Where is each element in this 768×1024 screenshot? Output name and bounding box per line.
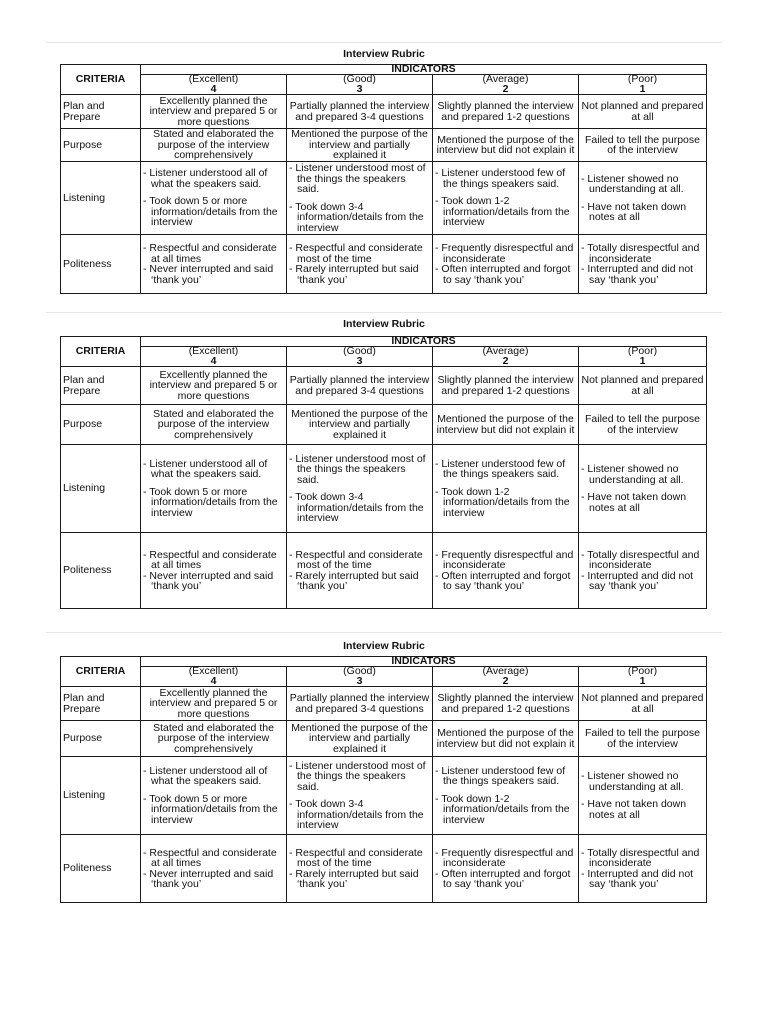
- indicator-cell: Stated and elaborated the purpose of the interview comprehensively: [141, 405, 287, 445]
- indicator-cell: [433, 235, 579, 294]
- criterion-row: [61, 721, 707, 757]
- rubric-title: Interview Rubric: [343, 48, 425, 60]
- indicator-item: - Listener understood all of what the speakers said.: [143, 167, 268, 190]
- indicator-item: - Respectful and considerate most of the time: [289, 242, 423, 265]
- level-label: (Average): [482, 345, 529, 357]
- indicator-cell: [433, 757, 579, 835]
- criteria-header: CRITERIA: [61, 65, 141, 95]
- indicator-cell: Not planned and prepared at all: [579, 687, 707, 721]
- rubric-table: [60, 64, 707, 294]
- criterion-row: [61, 757, 707, 835]
- header-row: [61, 65, 707, 75]
- indicator-item: - Took down 1-2 information/details from the interview: [435, 195, 570, 229]
- indicator-cell: [579, 533, 707, 609]
- indicator-cell: [287, 445, 433, 533]
- indicator-item: - Have not taken down notes at all: [581, 798, 687, 821]
- indicator-item: - Listener understood most of the things the speakers said.: [289, 452, 426, 486]
- criterion-row: [61, 129, 707, 162]
- rubric-table: [60, 656, 707, 903]
- indicator-cell: [433, 835, 579, 903]
- indicator-cell: [579, 235, 707, 294]
- indicator-item: - Respectful and considerate most of the time: [289, 846, 423, 869]
- indicator-item: - Totally disrespectful and inconsiderate: [581, 846, 700, 869]
- indicator-cell: Stated and elaborated the purpose of the interview comprehensively: [141, 721, 287, 757]
- rubric-table: [60, 336, 707, 609]
- indicator-item: - Frequently disrespectful and inconsiderate: [435, 242, 574, 265]
- level-header: [141, 667, 287, 687]
- level-score: 4: [210, 674, 217, 687]
- indicator-item: - Never interrupted and said ‘thank you’: [143, 569, 274, 592]
- indicator-cell: [141, 445, 287, 533]
- page-divider: [46, 42, 722, 43]
- indicator-cell: Stated and elaborated the purpose of the interview comprehensively: [141, 129, 287, 162]
- level-label: (Poor): [627, 73, 658, 85]
- rubric-sheet: [46, 42, 722, 302]
- rubric-sheet: [46, 632, 722, 892]
- indicator-cell: [141, 757, 287, 835]
- criterion-name: Listening: [61, 162, 141, 235]
- header-row: [61, 337, 707, 347]
- indicators-header: INDICATORS: [141, 65, 707, 75]
- indicator-item: - Interrupted and did not say ‘thank you’: [581, 867, 694, 890]
- level-header: [579, 667, 707, 687]
- header-row: [61, 657, 707, 667]
- indicator-cell: Excellently planned the interview and prepared 5 or more questions: [141, 367, 287, 405]
- indicator-item: - Took down 5 or more information/details from the interview: [143, 485, 278, 519]
- indicator-item: - Listener understood all of what the speakers said.: [143, 764, 268, 788]
- level-label: (Good): [343, 665, 376, 677]
- indicator-item: - Took down 3-4 information/details from the interview: [289, 798, 424, 831]
- level-score: 1: [639, 82, 646, 95]
- rubric-title: Interview Rubric: [343, 640, 425, 652]
- indicator-cell: [433, 533, 579, 609]
- rubric-title: Interview Rubric: [343, 318, 425, 330]
- criterion-name: Purpose: [61, 405, 141, 445]
- level-label: (Excellent): [188, 73, 239, 85]
- level-header: [141, 75, 287, 95]
- indicator-cell: Mentioned the purpose of the interview but did not explain it: [433, 129, 579, 162]
- criterion-row: [61, 687, 707, 721]
- level-label: (Average): [482, 73, 529, 85]
- indicator-item: - Totally disrespectful and inconsiderate: [581, 548, 700, 571]
- page-divider: [46, 312, 722, 313]
- indicator-cell: Slightly planned the interview and prepared 1-2 questions: [433, 367, 579, 405]
- level-label: (Excellent): [188, 345, 239, 357]
- level-label: (Poor): [627, 665, 658, 677]
- indicator-item: - Took down 3-4 information/details from the interview: [289, 200, 424, 234]
- indicator-item: - Listener understood few of the things speakers said.: [435, 457, 566, 481]
- indicator-cell: Slightly planned the interview and prepared 1-2 questions: [433, 95, 579, 129]
- level-label: (Good): [343, 73, 376, 85]
- indicator-item: - Listener understood most of the things the speakers said.: [289, 759, 426, 793]
- indicator-item: - Respectful and considerate most of the time: [289, 548, 423, 571]
- indicator-item: - Took down 1-2 information/details from the interview: [435, 792, 570, 826]
- indicator-item: - Have not taken down notes at all: [581, 200, 687, 223]
- page-divider: [46, 632, 722, 633]
- rubric-sheet: [46, 312, 722, 592]
- level-header: [287, 75, 433, 95]
- indicator-cell: [287, 533, 433, 609]
- criterion-row: [61, 835, 707, 903]
- level-header: [287, 347, 433, 367]
- indicator-item: - Frequently disrespectful and inconsiderate: [435, 548, 574, 571]
- indicator-item: - Often interrupted and forgot to say ‘thank you’: [435, 867, 571, 890]
- indicator-cell: [141, 162, 287, 235]
- indicator-item: - Never interrupted and said ‘thank you’: [143, 263, 274, 286]
- criterion-name: Purpose: [61, 129, 141, 162]
- indicator-cell: Failed to tell the purpose of the interview: [579, 721, 707, 757]
- criterion-name: Purpose: [61, 721, 141, 757]
- indicator-cell: [141, 835, 287, 903]
- indicator-cell: [579, 162, 707, 235]
- level-header: [433, 667, 579, 687]
- indicator-item: - Took down 3-4 information/details from the interview: [289, 491, 424, 524]
- level-header: [141, 347, 287, 367]
- indicator-item: - Respectful and considerate at all times: [143, 548, 277, 571]
- indicator-cell: [141, 235, 287, 294]
- level-label: (Poor): [627, 345, 658, 357]
- indicator-cell: [579, 445, 707, 533]
- indicator-item: - Often interrupted and forgot to say ‘thank you’: [435, 263, 571, 286]
- level-score: 1: [639, 674, 646, 687]
- indicator-item: - Took down 5 or more information/details from the interview: [143, 792, 278, 826]
- level-score: 3: [356, 674, 363, 687]
- indicator-item: - Listener showed no understanding at all.: [581, 172, 684, 195]
- indicator-cell: Partially planned the interview and prepared 3-4 questions: [287, 687, 433, 721]
- indicator-item: - Rarely interrupted but said ‘thank you’: [289, 263, 419, 286]
- indicator-cell: Mentioned the purpose of the interview and partially explained it: [287, 721, 433, 757]
- indicator-cell: [579, 757, 707, 835]
- level-header: [579, 75, 707, 95]
- level-header: [579, 347, 707, 367]
- indicators-header: INDICATORS: [141, 657, 707, 667]
- criterion-name: Listening: [61, 445, 141, 533]
- indicator-cell: Mentioned the purpose of the interview but did not explain it: [433, 721, 579, 757]
- criteria-header: CRITERIA: [61, 657, 141, 687]
- indicator-cell: Partially planned the interview and prepared 3-4 questions: [287, 95, 433, 129]
- indicator-cell: [141, 533, 287, 609]
- criterion-name: Plan and Prepare: [61, 367, 141, 405]
- indicator-item: - Totally disrespectful and inconsiderate: [581, 242, 700, 265]
- level-header: [433, 75, 579, 95]
- levels-row: [61, 75, 707, 95]
- indicator-cell: [287, 235, 433, 294]
- indicator-cell: Partially planned the interview and prepared 3-4 questions: [287, 367, 433, 405]
- indicator-cell: Slightly planned the interview and prepared 1-2 questions: [433, 687, 579, 721]
- indicator-item: - Never interrupted and said ‘thank you’: [143, 867, 274, 890]
- criterion-row: [61, 162, 707, 235]
- level-header: [287, 667, 433, 687]
- indicators-header: INDICATORS: [141, 337, 707, 347]
- indicator-cell: Mentioned the purpose of the interview and partially explained it: [287, 405, 433, 445]
- level-label: (Average): [482, 665, 529, 677]
- indicator-item: - Have not taken down notes at all: [581, 491, 687, 514]
- indicator-item: - Interrupted and did not say ‘thank you’: [581, 569, 694, 592]
- indicator-cell: Not planned and prepared at all: [579, 367, 707, 405]
- indicator-cell: Mentioned the purpose of the interview but did not explain it: [433, 405, 579, 445]
- indicator-cell: Excellently planned the interview and prepared 5 or more questions: [141, 687, 287, 721]
- criterion-row: [61, 445, 707, 533]
- indicator-cell: Excellently planned the interview and prepared 5 or more questions: [141, 95, 287, 129]
- indicator-item: - Took down 5 or more information/details from the interview: [143, 195, 278, 229]
- level-score: 2: [502, 674, 509, 687]
- level-score: 3: [356, 82, 363, 95]
- indicator-item: - Listener showed no understanding at all.: [581, 770, 684, 793]
- criterion-row: [61, 95, 707, 129]
- level-score: 1: [639, 354, 646, 367]
- criterion-row: [61, 367, 707, 405]
- level-header: [433, 347, 579, 367]
- indicator-cell: [433, 162, 579, 235]
- criterion-row: [61, 533, 707, 609]
- indicator-item: - Listener understood all of what the speakers said.: [143, 457, 268, 481]
- indicator-cell: [433, 445, 579, 533]
- indicator-item: - Often interrupted and forgot to say ‘thank you’: [435, 569, 571, 592]
- criteria-header: CRITERIA: [61, 337, 141, 367]
- indicator-item: - Rarely interrupted but said ‘thank you’: [289, 569, 419, 592]
- criterion-row: [61, 235, 707, 294]
- level-label: (Excellent): [188, 665, 239, 677]
- indicator-item: - Listener understood few of the things speakers said.: [435, 764, 566, 788]
- level-score: 2: [502, 354, 509, 367]
- criterion-name: Politeness: [61, 235, 141, 294]
- indicator-item: - Respectful and considerate at all times: [143, 846, 277, 869]
- criterion-name: Plan and Prepare: [61, 95, 141, 129]
- level-score: 4: [210, 354, 217, 367]
- criterion-name: Listening: [61, 757, 141, 835]
- level-score: 2: [502, 82, 509, 95]
- indicator-item: - Listener showed no understanding at all.: [581, 463, 684, 486]
- indicator-item: - Listener understood few of the things speakers said.: [435, 167, 566, 190]
- levels-row: [61, 347, 707, 367]
- indicator-cell: [579, 835, 707, 903]
- indicator-cell: [287, 757, 433, 835]
- indicator-cell: Failed to tell the purpose of the interview: [579, 405, 707, 445]
- level-score: 4: [210, 82, 217, 95]
- indicator-cell: [287, 835, 433, 903]
- level-label: (Good): [343, 345, 376, 357]
- indicator-item: - Took down 1-2 information/details from the interview: [435, 485, 570, 519]
- indicator-cell: Mentioned the purpose of the interview and partially explained it: [287, 129, 433, 162]
- level-score: 3: [356, 354, 363, 367]
- indicator-cell: Not planned and prepared at all: [579, 95, 707, 129]
- indicator-cell: Failed to tell the purpose of the interview: [579, 129, 707, 162]
- criterion-name: Politeness: [61, 835, 141, 903]
- indicator-item: - Listener understood most of the things the speakers said.: [289, 162, 426, 195]
- indicator-item: - Interrupted and did not say ‘thank you’: [581, 263, 694, 286]
- criterion-name: Politeness: [61, 533, 141, 609]
- indicator-item: - Rarely interrupted but said ‘thank you’: [289, 867, 419, 890]
- indicator-item: - Frequently disrespectful and inconsiderate: [435, 846, 574, 869]
- levels-row: [61, 667, 707, 687]
- indicator-item: - Respectful and considerate at all times: [143, 242, 277, 265]
- criterion-name: Plan and Prepare: [61, 687, 141, 721]
- criterion-row: [61, 405, 707, 445]
- indicator-cell: [287, 162, 433, 235]
